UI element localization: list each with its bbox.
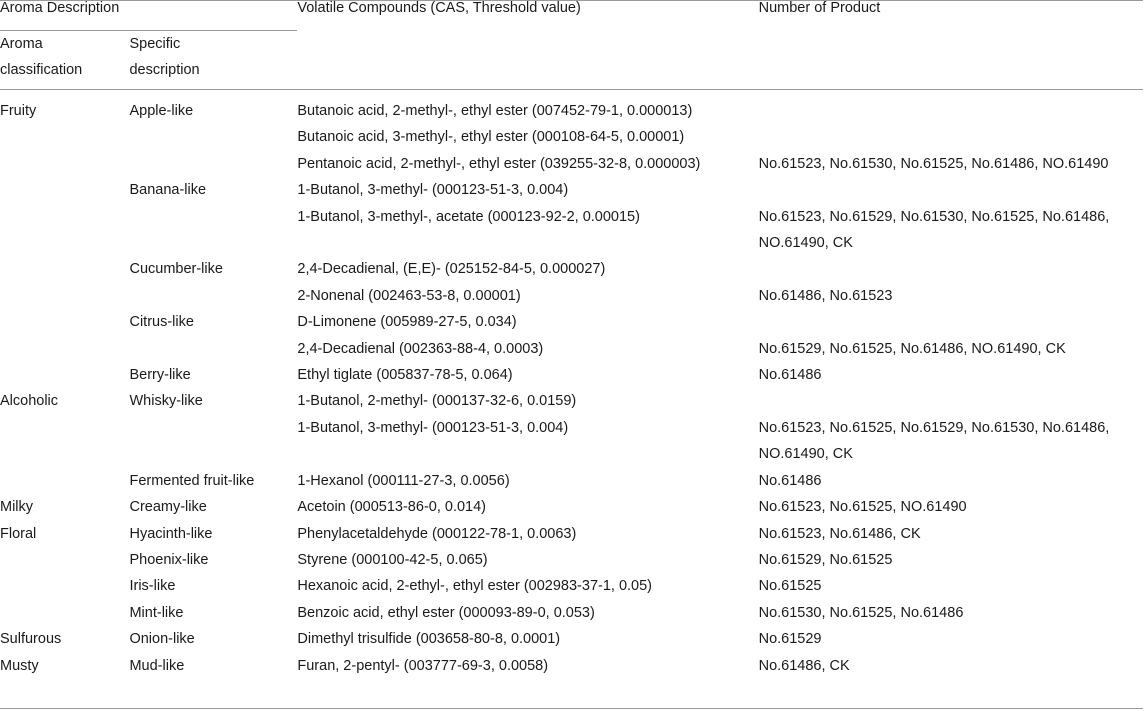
cell-compound: Furan, 2-pentyl- (003777-69-3, 0.0058) xyxy=(297,657,549,674)
cell-products xyxy=(759,90,1143,125)
cell-description: Banana-like xyxy=(129,182,207,199)
cell-products xyxy=(759,256,1143,282)
cell-description xyxy=(129,124,297,150)
table-row xyxy=(0,494,1143,520)
cell-products xyxy=(759,309,1143,335)
cell-products: No.61529, No.61525, No.61486, NO.61490, CK xyxy=(758,340,1066,357)
cell-compound: Phenylacetaldehyde (000122-78-1, 0.0063) xyxy=(297,525,577,542)
cell-products: No.61529, No.61525 xyxy=(758,551,893,568)
cell-description: Onion-like xyxy=(129,631,195,648)
cell-compound: Pentanoic acid, 2-methyl-, ethyl ester (039255-32-8, 0.000003) xyxy=(297,155,701,172)
header-aroma-classification-text: Aroma classification xyxy=(0,36,83,78)
cell-products: No.61523, No.61530, No.61525, No.61486, NO.61490 xyxy=(758,155,1109,172)
cell-products: No.61523, No.61525, NO.61490 xyxy=(758,499,967,516)
cell-classification: Sulfurous xyxy=(0,631,62,648)
cell-compound: D-Limonene (005989-27-5, 0.034) xyxy=(297,314,517,331)
cell-compound: Ethyl tiglate (005837-78-5, 0.064) xyxy=(297,367,513,384)
cell-classification xyxy=(0,573,129,599)
table-row xyxy=(0,547,1143,573)
cell-products: No.61523, No.61486, CK xyxy=(758,525,921,542)
cell-compound: 2,4-Decadienal (002363-88-4, 0.0003) xyxy=(297,340,544,357)
table-row xyxy=(0,309,1143,335)
header-number-of-product: Number of Product xyxy=(759,0,1143,90)
cell-classification: Fruity xyxy=(0,103,37,119)
cell-classification: Alcoholic xyxy=(0,393,59,410)
cell-classification xyxy=(0,362,129,388)
table-row xyxy=(0,336,1143,362)
header-row-top xyxy=(0,0,1143,31)
cell-classification xyxy=(0,204,129,257)
cell-description: Cucumber-like xyxy=(129,261,223,278)
cell-compound: Butanoic acid, 2-methyl-, ethyl ester (007452-79-1, 0.000013) xyxy=(297,103,693,119)
cell-products: No.61523, No.61525, No.61529, No.61530, No.61486, NO.61490, CK xyxy=(758,419,1110,463)
cell-compound: Styrene (000100-42-5, 0.065) xyxy=(297,551,488,568)
table-row xyxy=(0,362,1143,388)
table-row xyxy=(0,573,1143,599)
cell-compound: 1-Butanol, 3-methyl- (000123-51-3, 0.004) xyxy=(297,419,569,436)
header-specific-description xyxy=(129,31,297,90)
cell-compound: 1-Hexanol (000111-27-3, 0.0056) xyxy=(297,472,510,489)
cell-classification xyxy=(0,151,129,177)
cell-classification xyxy=(0,336,129,362)
table-row xyxy=(0,415,1143,468)
table-row xyxy=(0,90,1143,125)
cell-classification xyxy=(0,177,129,203)
table-row xyxy=(0,283,1143,309)
cell-classification xyxy=(0,124,129,150)
cell-description: Creamy-like xyxy=(129,499,207,516)
cell-compound: 2,4-Decadienal, (E,E)- (025152-84-5, 0.000027) xyxy=(297,261,606,278)
cell-classification xyxy=(0,309,129,335)
header-aroma-description: Aroma Description xyxy=(0,0,297,31)
cell-description xyxy=(129,151,297,177)
cell-classification xyxy=(0,415,129,468)
cell-classification xyxy=(0,600,129,626)
table-row xyxy=(0,177,1143,203)
table-row xyxy=(0,626,1143,652)
cell-classification xyxy=(0,256,129,282)
cell-classification: Musty xyxy=(0,657,39,674)
table-row xyxy=(0,600,1143,626)
cell-products: No.61486, No.61523 xyxy=(758,287,893,304)
cell-compound: Butanoic acid, 3-methyl-, ethyl ester (000108-64-5, 0.00001) xyxy=(297,129,685,146)
cell-classification xyxy=(0,468,129,494)
cell-description: Hyacinth-like xyxy=(129,525,213,542)
table-row xyxy=(0,124,1143,150)
cell-description: Mud-like xyxy=(129,657,185,674)
cell-compound: Acetoin (000513-86-0, 0.014) xyxy=(297,499,487,516)
cell-compound: 2-Nonenal (002463-53-8, 0.00001) xyxy=(297,287,521,304)
table-body xyxy=(0,90,1143,679)
table-row xyxy=(0,151,1143,177)
header-volatile-compounds: Volatile Compounds (CAS, Threshold value) xyxy=(297,0,758,90)
header-aroma-classification xyxy=(0,31,129,90)
cell-products: No.61530, No.61525, No.61486 xyxy=(758,604,964,621)
table-row xyxy=(0,388,1143,414)
bottom-rule xyxy=(0,708,1143,709)
table-row xyxy=(0,653,1143,679)
header-specific-description-text: Specific description xyxy=(129,36,200,78)
cell-products xyxy=(759,124,1143,150)
cell-classification: Floral xyxy=(0,525,37,542)
cell-products: No.61523, No.61529, No.61530, No.61525, No.61486, NO.61490, CK xyxy=(758,208,1110,252)
cell-description xyxy=(129,415,297,468)
cell-compound: 1-Butanol, 2-methyl- (000137-32-6, 0.0159) xyxy=(297,393,577,410)
cell-description: Citrus-like xyxy=(129,314,194,331)
cell-products: No.61525 xyxy=(758,578,822,595)
cell-description xyxy=(129,204,297,257)
cell-description: Berry-like xyxy=(129,367,191,384)
cell-description xyxy=(129,336,297,362)
cell-description: Iris-like xyxy=(129,578,176,595)
cell-compound: 1-Butanol, 3-methyl- (000123-51-3, 0.004) xyxy=(297,182,569,199)
cell-products xyxy=(759,388,1143,414)
cell-description: Fermented fruit-like xyxy=(129,472,255,489)
cell-description xyxy=(129,283,297,309)
cell-description: Phoenix-like xyxy=(129,551,209,568)
table-row xyxy=(0,204,1143,257)
cell-products: No.61486, CK xyxy=(758,657,850,674)
table-row xyxy=(0,256,1143,282)
cell-compound: Hexanoic acid, 2-ethyl-, ethyl ester (002983-37-1, 0.05) xyxy=(297,578,653,595)
table-row xyxy=(0,521,1143,547)
cell-classification xyxy=(0,547,129,573)
cell-products: No.61486 xyxy=(758,472,822,489)
table-row xyxy=(0,468,1143,494)
cell-description: Whisky-like xyxy=(129,393,203,410)
cell-products xyxy=(759,177,1143,203)
cell-description: Mint-like xyxy=(129,604,184,621)
cell-products: No.61529 xyxy=(758,631,822,648)
cell-classification xyxy=(0,283,129,309)
cell-compound: Dimethyl trisulfide (003658-80-8, 0.0001) xyxy=(297,631,561,648)
cell-description: Apple-like xyxy=(129,103,194,119)
cell-classification: Milky xyxy=(0,499,34,516)
cell-products: No.61486 xyxy=(758,367,822,384)
cell-compound: 1-Butanol, 3-methyl-, acetate (000123-92-2, 0.00015) xyxy=(297,208,640,225)
cell-compound: Benzoic acid, ethyl ester (000093-89-0, 0.053) xyxy=(297,604,595,621)
